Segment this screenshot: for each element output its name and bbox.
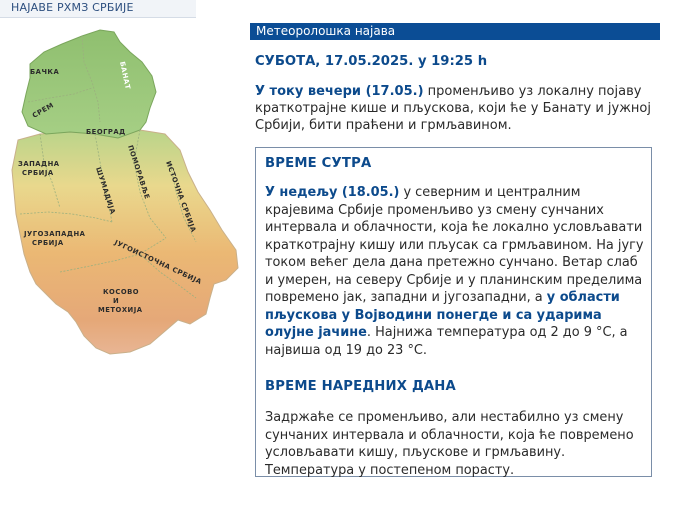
map-label-jugoistocna: ЈУГОИСТОЧНА СРБИЈА — [113, 238, 204, 287]
tomorrow-text-2: . Најнижа температура од 2 до 9 °C, а највиша од 19 до 23 °C. — [265, 325, 628, 358]
map-label-kosovo-2: И — [113, 297, 120, 305]
map-label-kosovo-3: МЕТОХИЈА — [98, 306, 143, 314]
map-label-banat: БАНАТ — [118, 60, 132, 91]
evening-forecast — [255, 83, 655, 134]
forecast-box — [255, 147, 652, 477]
map-label-srem: СРЕМ — [31, 101, 56, 120]
forecast-panel — [250, 23, 660, 477]
tomorrow-text — [265, 184, 645, 359]
map-label-beograd: БЕОГРАД — [86, 128, 126, 136]
next-days-text: Задржаће се променљиво, али нестабилно уз смену сунчаних интервала и облачности, која ће повремено условљавати кишу, пљускове и грмљавину. Температура у постепеном порасту. — [265, 410, 634, 478]
forecasts-header — [0, 0, 196, 18]
map-label-istocna: ИСТОЧНА СРБИЈА — [164, 159, 198, 234]
forecast-title-bar: Метеоролошка најава — [250, 23, 660, 40]
evening-forecast-text: променљиво уз локалну појаву краткотрајне кише и пљускова, који ће у Банату и јужној Србији, бити праћени и грмљавином. — [255, 84, 651, 133]
vojvodina-region[interactable] — [22, 30, 156, 138]
map-label-zapadna: ЗАПАДНА — [18, 160, 60, 168]
forecasts-header-title: НАЈАВЕ РХМЗ СРБИЈЕ — [11, 1, 134, 14]
map-label-pomoravlje: ПОМОРАВЉЕ — [126, 144, 152, 201]
serbia-regions-map[interactable] — [0, 22, 246, 362]
tomorrow-heading: ВРЕМЕ СУТРА — [265, 156, 372, 171]
map-label-backa: БАЧКА — [30, 68, 60, 76]
map-label-jugozapadna-2: СРБИЈА — [32, 239, 64, 247]
evening-forecast-lead: У току вечери (17.05.) — [255, 84, 424, 99]
storm-warning: у области пљускова у Војводини понегде и са ударима олујне јачине — [265, 290, 620, 340]
map-label-sumadija: ШУМАДИЈА — [94, 166, 117, 216]
tomorrow-lead: У недељу (18.05.) — [265, 185, 400, 200]
map-label-kosovo: КОСОВО — [103, 288, 140, 296]
forecast-date: СУБОТА, 17.05.2025. у 19:25 h — [255, 54, 488, 69]
map-label-jugozapadna: ЈУГОЗАПАДНА — [24, 230, 86, 238]
next-days-heading: ВРЕМЕ НАРЕДНИХ ДАНА — [265, 379, 456, 394]
map-label-zapadna-2: СРБИЈА — [22, 169, 54, 177]
tomorrow-text-1: у северним и централним крајевима Србије променљиво уз смену сунчаних интервала и облачности, која ће локално условљавати краткотрајну кишу или пљусак са грмљавином. На југу током већег дела дана претежно сунчано. Ветар слаб и умерен, на северу Србије и у планинским пределима повремено јак, западни и југозападни, а — [265, 185, 644, 305]
